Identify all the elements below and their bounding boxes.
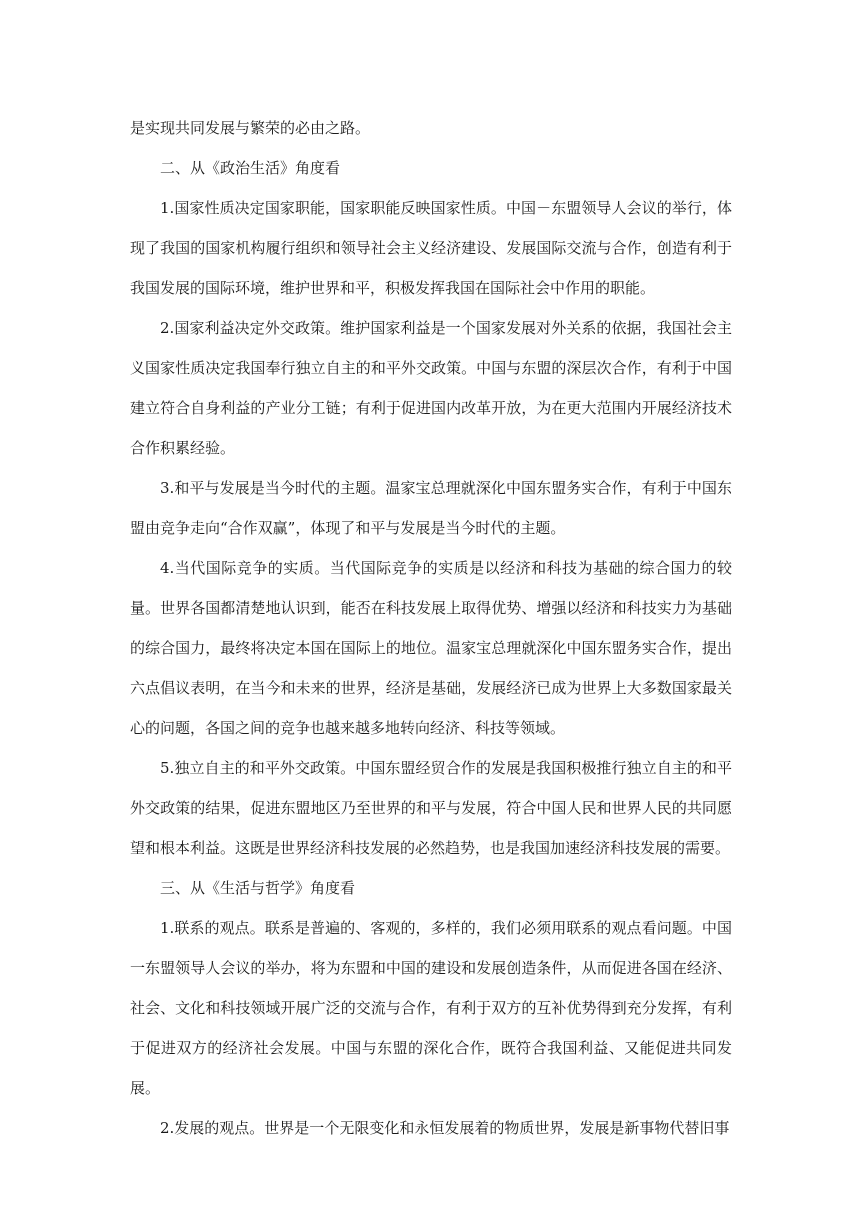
section-heading-philosophy: 三、从《生活与哲学》角度看 <box>160 879 356 897</box>
paragraph-continuation: 是实现共同发展与繁荣的必由之路。 <box>130 119 371 137</box>
section-heading-politics: 二、从《政治生活》角度看 <box>160 159 341 177</box>
document-body <box>130 108 732 1148</box>
paragraph-philosophy-2: 2.发展的观点。世界是一个无限变化和永恒发展着的物质世界，发展是新事物代替旧事 <box>160 1119 730 1137</box>
paragraph-politics-3: 3.和平与发展是当今时代的主题。温家宝总理就深化中国东盟务实合作，有利于中国东盟由竞争走向“合作双赢”，体现了和平与发展是当今时代的主题。 <box>130 479 732 537</box>
paragraph-politics-4: 4.当代国际竞争的实质。当代国际竞争的实质是以经济和科技为基础的综合国力的较量。世界各国都清楚地认识到，能否在科技发展上取得优势、增强以经济和科技实力为基础的综合国力，最终将决定本国在国际上的地位。温家宝总理就深化中国东盟务实合作，提出六点倡议表明，在当今和未来的世界，经济是基础，发展经济已成为世界上大多数国家最关心的问题，各国之间的竞争也越来越多地转向经济、科技等领域。 <box>130 559 732 737</box>
paragraph-politics-2: 2.国家利益决定外交政策。维护国家利益是一个国家发展对外关系的依据，我国社会主义国家性质决定我国奉行独立自主的和平外交政策。中国与东盟的深层次合作，有利于中国建立符合自身利益的产业分工链；有利于促进国内改革开放，为在更大范围内开展经济技术合作积累经验。 <box>130 319 732 457</box>
paragraph-politics-1: 1.国家性质决定国家职能，国家职能反映国家性质。中国－东盟领导人会议的举行，体现了我国的国家机构履行组织和领导社会主义经济建设、发展国际交流与合作，创造有利于我国发展的国际环境，维护世界和平，积极发挥我国在国际社会中作用的职能。 <box>130 199 732 297</box>
paragraph-philosophy-1: 1.联系的观点。联系是普遍的、客观的，多样的，我们必须用联系的观点看问题。中国一东盟领导人会议的举办，将为东盟和中国的建设和发展创造条件，从而促进各国在经济、社会、文化和科技领域开展广泛的交流与合作，有利于双方的互补优势得到充分发挥，有利于促进双方的经济社会发展。中国与东盟的深化合作，既符合我国利益、又能促进共同发展。 <box>130 919 732 1097</box>
paragraph-politics-5: 5.独立自主的和平外交政策。中国东盟经贸合作的发展是我国积极推行独立自主的和平外交政策的结果，促进东盟地区乃至世界的和平与发展，符合中国人民和世界人民的共同愿望和根本利益。这既是世界经济科技发展的必然趋势，也是我国加速经济科技发展的需要。 <box>130 759 732 857</box>
